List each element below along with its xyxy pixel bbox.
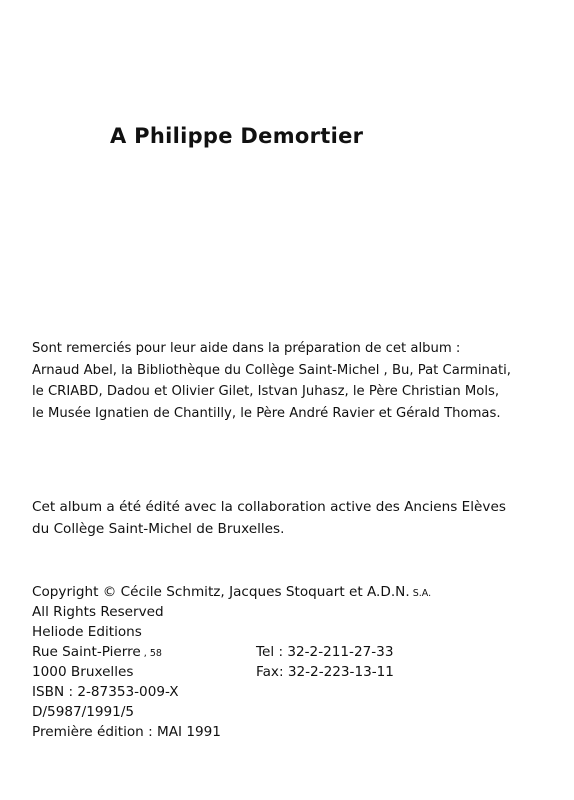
city-row [32, 662, 431, 682]
collaboration-note [32, 497, 506, 540]
acknowledgements-line: le CRIABD, Dadou et Olivier Gilet, Istvan Juhasz, le Père Christian Mols, [32, 384, 500, 399]
first-edition-line: Première édition : MAI 1991 [32, 724, 221, 740]
collaboration-line: du Collège Saint-Michel de Bruxelles. [32, 520, 285, 537]
acknowledgements-line: Sont remerciés pour leur aide dans la préparation de cet album : [32, 341, 461, 356]
acknowledgements-line: le Musée Ignatien de Chantilly, le Père André Ravier et Gérald Thomas. [32, 405, 501, 421]
copyright-company-suffix: S.A. [409, 588, 432, 599]
credits-block [32, 582, 431, 742]
copyright-line [32, 582, 431, 602]
telephone: Tel : 32-2-211-27-33 [256, 644, 394, 660]
street-address: Rue Saint-Pierre [32, 644, 141, 660]
rights-line: All Rights Reserved [32, 604, 164, 620]
address-row [32, 642, 431, 662]
street-number: , 58 [140, 648, 162, 659]
city: 1000 Bruxelles [32, 664, 134, 680]
fax: Fax: 32-2-223-13-11 [256, 664, 394, 680]
legal-deposit-line: D/5987/1991/5 [32, 704, 135, 720]
collaboration-line: Cet album a été édité avec la collaboration active des Anciens Elèves [32, 499, 506, 515]
isbn-line: ISBN : 2-87353-009-X [32, 684, 179, 700]
copyright-text: Copyright © Cécile Schmitz, Jacques Stoquart et A.D.N. [32, 584, 410, 600]
publisher-line: Heliode Editions [32, 624, 142, 640]
dedication: A Philippe Demortier [110, 124, 364, 148]
acknowledgements [32, 338, 511, 424]
acknowledgements-line: Arnaud Abel, la Bibliothèque du Collège Saint-Michel , Bu, Pat Carminati, [32, 362, 511, 378]
